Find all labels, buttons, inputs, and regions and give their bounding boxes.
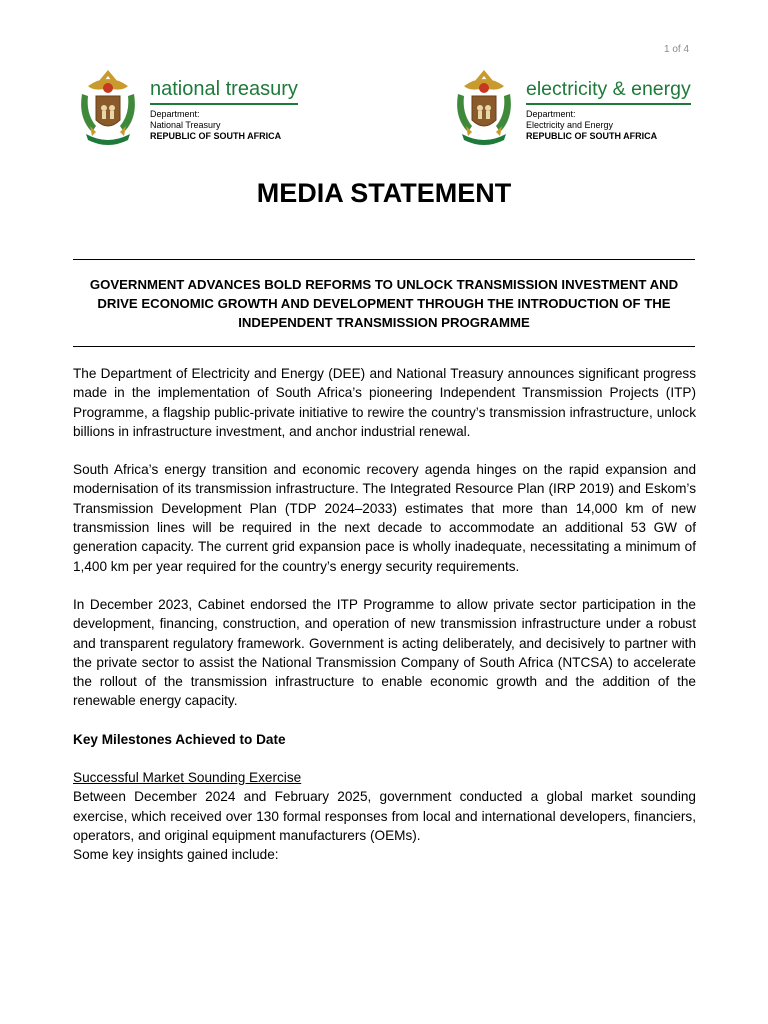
dept-label: Department: bbox=[150, 109, 200, 119]
divider-bottom bbox=[73, 346, 695, 347]
dept-name: National Treasury bbox=[150, 120, 221, 130]
section-heading: Key Milestones Achieved to Date bbox=[73, 731, 286, 747]
country-name: REPUBLIC OF SOUTH AFRICA bbox=[526, 131, 658, 141]
paragraph-intro: The Department of Electricity and Energy (DEE) and National Treasury announces significant progress made in the implementation of South Africa’s pioneering Independent Transmission Projects (ITP) Programme, a flagship public-private initiative to rewire the country’s transmission infrastructure, unlock billions in infrastructure investment, and anchor industrial renewal. bbox=[73, 366, 696, 439]
paragraph-cabinet: In December 2023, Cabinet endorsed the ITP Programme to allow private sector participation in the development, financing, construction, and operation of new transmission infrastructure under a robust and transparent regulatory framework. Government is acting deliberately, and decisively to partner with the private sector to assist the National Transmission Company of South Africa (NTCSA) to accelerate the rollout of the transmission infrastructure to enable economic growth and the addition of the renewable energy capacity. bbox=[73, 596, 696, 709]
coat-of-arms-icon bbox=[74, 66, 142, 150]
country-name: REPUBLIC OF SOUTH AFRICA bbox=[150, 131, 282, 141]
logo-title: electricity & energy bbox=[526, 66, 691, 105]
dept-name: Electricity and Energy bbox=[526, 120, 614, 130]
subheading: Successful Market Sounding Exercise bbox=[73, 770, 302, 786]
dept-label: Department: bbox=[526, 109, 576, 119]
logo-title: national treasury bbox=[150, 66, 298, 105]
paragraph-market-sounding: Between December 2024 and February 2025, government conducted a global market sounding exercise, which received over 130 formal responses from local and international developers, financiers, operators, and original equipment manufacturers (OEMs). bbox=[73, 789, 696, 843]
divider-top bbox=[73, 259, 695, 260]
insights-line: Some key insights gained include: bbox=[73, 847, 279, 863]
document-title: MEDIA STATEMENT bbox=[256, 178, 512, 208]
paragraph-energy-transition: South Africa’s energy transition and economic recovery agenda hinges on the rapid expansion and modernisation of its transmission infrastructure. The Integrated Resource Plan (IRP 2019) and Eskom’s Transmission Development Plan (TDP 2024–2033) estimates that more than 14,000 km of new transmission lines will be required in the next decade to accommodate an additional 53 GW of generation capacity. The current grid expansion pace is wholly inadequate, necessitating a minimum of 1,400 km per year required for the country’s energy security requirements. bbox=[73, 462, 696, 574]
body-text bbox=[73, 364, 696, 865]
national-treasury-logo bbox=[74, 66, 298, 150]
page-number: 1 of 4 bbox=[664, 44, 690, 55]
electricity-energy-logo bbox=[450, 66, 691, 150]
coat-of-arms-icon bbox=[450, 66, 518, 150]
headline: GOVERNMENT ADVANCES BOLD REFORMS TO UNLOCK TRANSMISSION INVESTMENT AND DRIVE ECONOMIC GROWTH AND DEVELOPMENT THROUGH THE INTRODUCTION OF THE INDEPENDENT TRANSMISSION PROGRAMME bbox=[89, 277, 679, 330]
